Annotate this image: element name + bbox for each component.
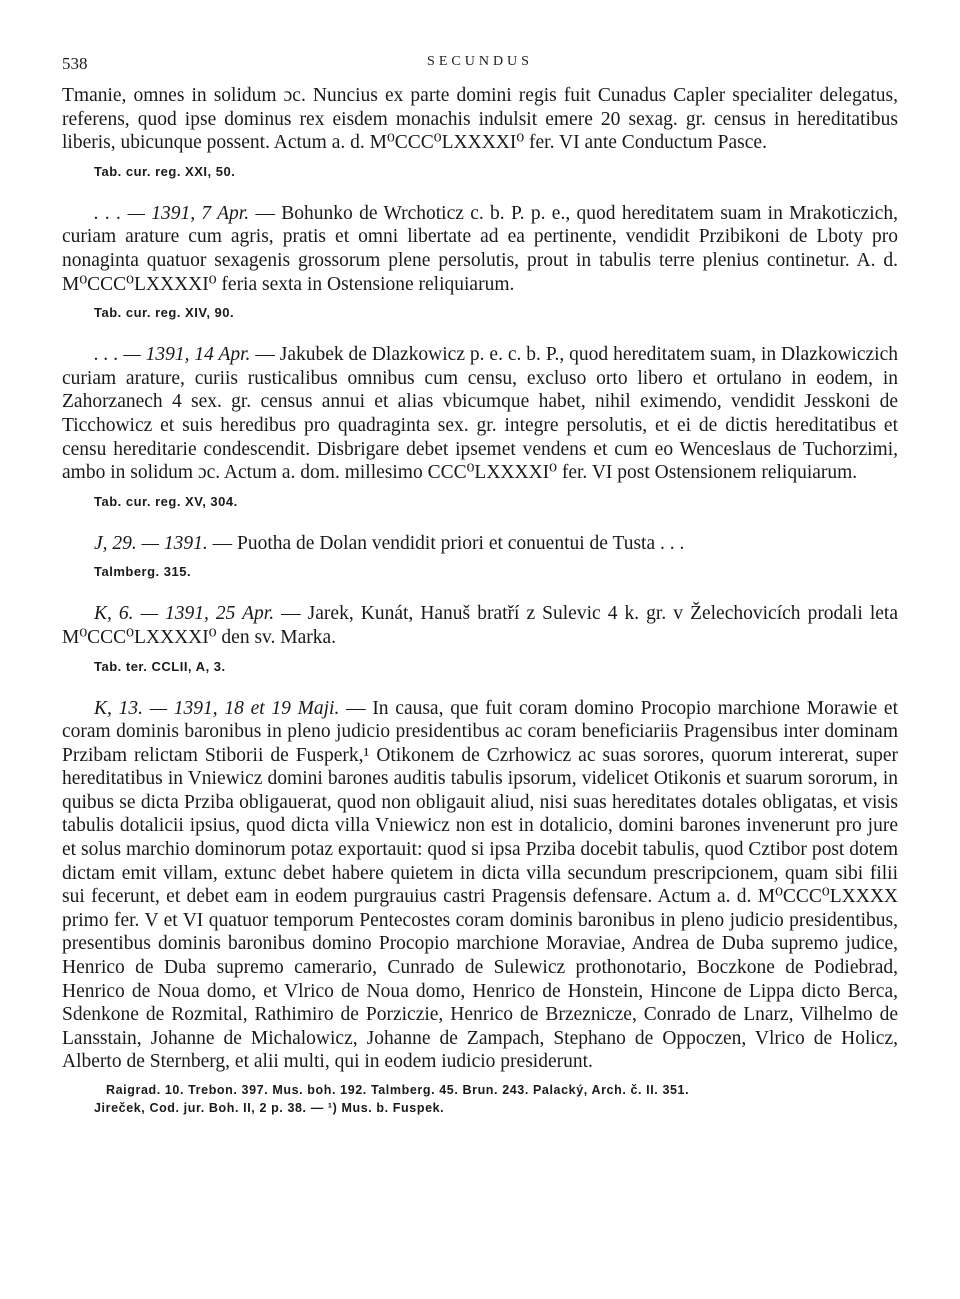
source-reference: Tab. cur. reg. XIV, 90.: [94, 305, 235, 321]
source-reference: Talmberg. 315.: [94, 564, 192, 580]
entry-continuation: [62, 84, 898, 180]
page-number: 538: [62, 54, 88, 73]
entry-body: — Bohunko de Wrchoticz c. b. P. p. e., quod hereditatem suam in Mrakoticzich, curiam arature cum agris, pratis et omni libertate ad ea pertinente, vendidit Przibikoni de Lboty pro nonaginta quatuor sexagenis grossorum plene persolutis, prout in tabulis terre plenius continetur. A. d. M⁰CCC⁰LXXXXI⁰ feria sexta in Ostensione reliquiarum.: [62, 202, 899, 295]
entry-1391-14-apr: [62, 343, 898, 510]
entry-body: — In causa, que fuit coram domino Procopio marchione Morawie et coram dominis baronibus in pleno judicio presidentibus ac coram beneficiariis Pragensibus inter dominam Przibam relictam Stiborii de Fusperk,¹ Otikonem de Czrhowicz ac suas sorores, quorum intererat, super hereditatibus in Vniewicz domini barones auditis tabulis ipsorum, videlicet Otikonis et suarum sororum, in quibus se dicta Prziba obligauerat, quod non obligauit aliud, nisi suas hereditates dotales obligatas, et visis tabulis dotalicii ipsius, quod dicta villa Vniewicz non est in dotalicio, domini barones invenerunt pro jure et solus marchio dominorum potaz exportauit: quod si ipsa Prziba docebit tabulis, quod Cztibor post dotem dictam emit villam, extunc debet habere quietem in dicta villa secundum prescripcionem, quam sibi filii sui fecerunt, et debet eam in eodem purgrauius castri Pragensis defensare. Actum a. d. M⁰CCC⁰LXXXX primo fer. V et VI quatuor temporum Pentecostes coram dominis baronibus in pleno judicio presidentibus, presentibus dominis baronibus domino Procopio marchione Moraviae, Andrea de Duba supremo judice, Henrico de Duba supremo camerario, Cunrado de Sulewicz prothonotario, Boczkone de Podiebrad, Henrico de Noua domo, et Vlrico de Noua domo, Henrico de Honstein, Hincone de Lippa dicto Berca, Sdenkone de Rozmital, Rathimiro de Porziczie, Henrico de Brzeznicze, Conrado de Lnarz, Vilhelmo de Lansstain, Johanne de Michalowicz, Johanne de Zampach, Stephano de Oppoczen, Vlrico de Holicz, Alberto de Sternberg, et alii multi, qui in eodem iudicio presiderunt.: [62, 697, 899, 1073]
footnote-sources: Raigrad. 10. Trebon. 397. Mus. boh. 192. Talmberg. 45. Brun. 243. Palacký, Arch. č. II. 351.: [106, 1083, 690, 1097]
running-head: SECUNDUS: [427, 54, 533, 69]
entry-body: — Jarek, Kunát, Hanuš bratří z Sulevic 4 k. gr. v Želechovicích prodali leta M⁰CCC⁰LXXXXI⁰ den sv. Marka.: [62, 603, 898, 648]
entry-body: — Jakubek de Dlazkowicz p. e. c. b. P., quod hereditatem suam, in Dlazkowiczich curiam arature, curiis rusticalibus omnibus cum censu, excluso orto libero et ortulano in eodem, in Zahorzanech 4 sex. gr. census annui et alias vbicumque habet, nihil eximendo, vendidit Jesskoni de Ticchowicz et suis heredibus pro quadraginta sex. gr. integre persolutis, et ei de dictis hereditatibus et censu hereditarie condescendit. Disbrigare debet ipsemet vendens et cum eo Wenceslaus de Tuchorzimi, ambo in solidum ɔc. Actum a. dom. millesimo CCC⁰LXXXXI⁰ fer. VI post Ostensionem reliquiarum.: [62, 344, 898, 484]
source-reference: Tab. cur. reg. XXI, 50.: [94, 163, 236, 179]
entry-text: [62, 202, 898, 296]
entry-text: Tmanie, omnes in solidum ɔc. Nuncius ex parte domini regis fuit Cunadus Capler specialiter delegatus, referens, quod ipse dominus rex eisdem monachis indulsit emere 20 sexag. gr. census in hereditatibus liberis, ubicunque possent. Actum a. d. M⁰CCC⁰LXXXXI⁰ fer. VI ante Conductum Pasce.: [62, 85, 898, 154]
entry-text: [62, 602, 898, 649]
entry-k-13: [62, 697, 898, 1075]
entry-k-6: [62, 602, 898, 674]
source-reference: Tab. cur. reg. XV, 304.: [94, 493, 238, 509]
document-page: [62, 50, 898, 1117]
entry-body: — Puotha de Dolan vendidit priori et conuentui de Tusta . . .: [207, 532, 685, 554]
entry-date: J, 29. — 1391.: [94, 532, 208, 554]
page-header: [62, 50, 898, 84]
entry-text: [62, 532, 898, 556]
footnote: [62, 1081, 898, 1117]
source-reference: Tab. ter. CCLII, A, 3.: [94, 658, 226, 674]
entry-1391-7-apr: [62, 202, 898, 321]
entry-date: . . . — 1391, 7 Apr.: [94, 202, 250, 224]
entry-date: K, 13. — 1391, 18 et 19 Maji.: [94, 697, 340, 719]
entry-text: [62, 343, 898, 485]
footnote-note: Jireček, Cod. jur. Boh. II, 2 p. 38. — ¹) Mus. b. Fuspek.: [94, 1101, 445, 1115]
entry-text: [62, 697, 898, 1075]
entry-j-29: [62, 532, 898, 581]
entry-date: K, 6. — 1391, 25 Apr.: [94, 603, 275, 625]
entry-date: . . . — 1391, 14 Apr.: [94, 344, 251, 366]
